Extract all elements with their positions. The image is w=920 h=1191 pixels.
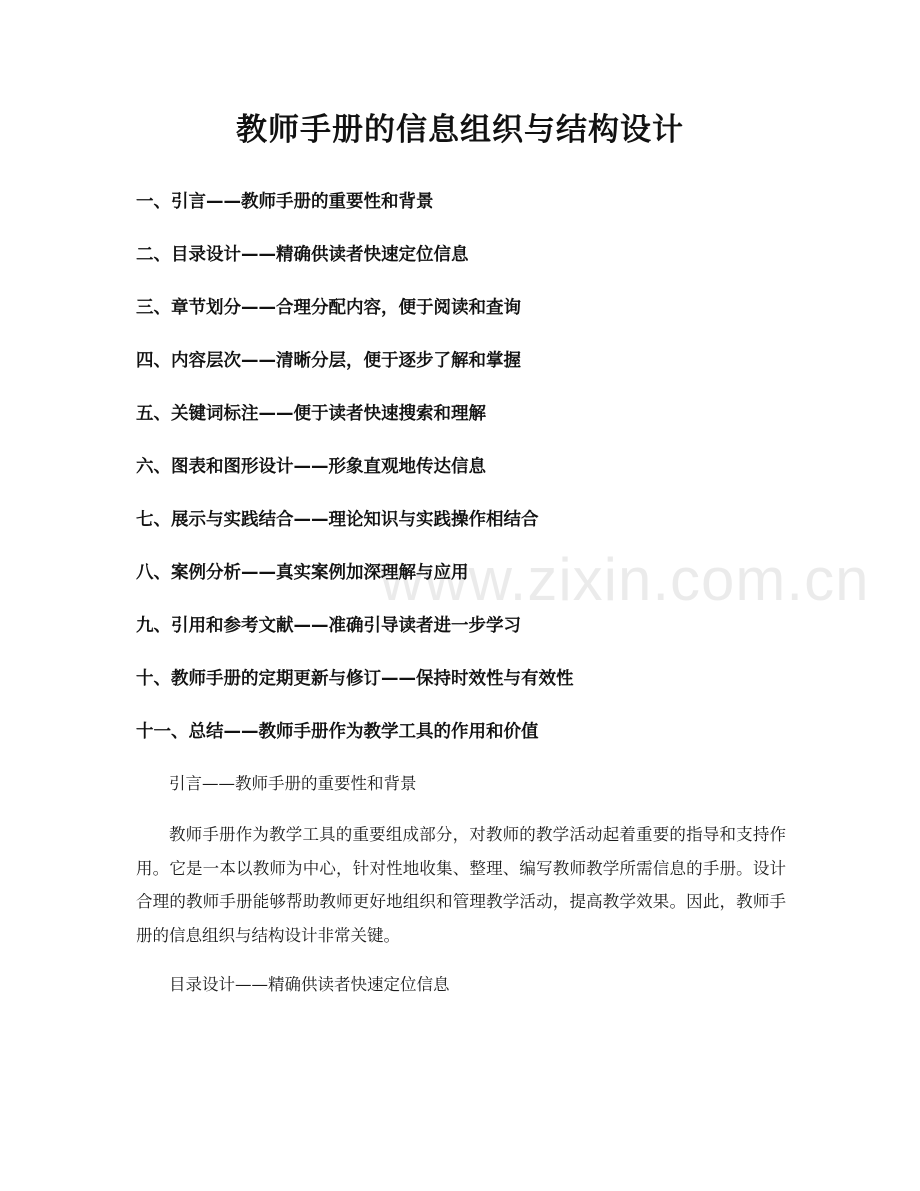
toc-item: 一、引言——教师手册的重要性和背景 <box>136 192 434 212</box>
table-of-contents <box>136 188 796 771</box>
toc-item: 四、内容层次——清晰分层，便于逐步了解和掌握 <box>136 351 521 371</box>
document-title: 教师手册的信息组织与结构设计 <box>236 112 684 148</box>
toc-item: 九、引用和参考文献——准确引导读者进一步学习 <box>136 616 521 636</box>
toc-item: 十、教师手册的定期更新与修订——保持时效性与有效性 <box>136 669 574 689</box>
toc-item: 二、目录设计——精确供读者快速定位信息 <box>136 245 469 265</box>
toc-item: 三、章节划分——合理分配内容，便于阅读和查询 <box>136 298 521 318</box>
section-heading: 目录设计——精确供读者快速定位信息 <box>169 975 450 994</box>
toc-item: 十一、总结——教师手册作为教学工具的作用和价值 <box>136 722 539 742</box>
body-paragraph: 教师手册作为教学工具的重要组成部分，对教师的教学活动起着重要的指导和支持作用。它是一本以教师为中心，针对性地收集、整理、编写教师教学所需信息的手册。设计合理的教师手册能够帮助教师更好地组织和管理教学活动，提高教学效果。因此，教师手册的信息组织与结构设计非常关键。 <box>136 825 786 945</box>
watermark: www.zixin.com.cn <box>380 546 870 613</box>
toc-item: 八、案例分析——真实案例加深理解与应用 <box>136 563 469 583</box>
toc-item: 六、图表和图形设计——形象直观地传达信息 <box>136 457 486 477</box>
document-body <box>136 768 786 1001</box>
toc-item: 五、关键词标注——便于读者快速搜索和理解 <box>136 404 486 424</box>
toc-item: 七、展示与实践结合——理论知识与实践操作相结合 <box>136 510 539 530</box>
section-heading: 引言——教师手册的重要性和背景 <box>169 774 417 793</box>
